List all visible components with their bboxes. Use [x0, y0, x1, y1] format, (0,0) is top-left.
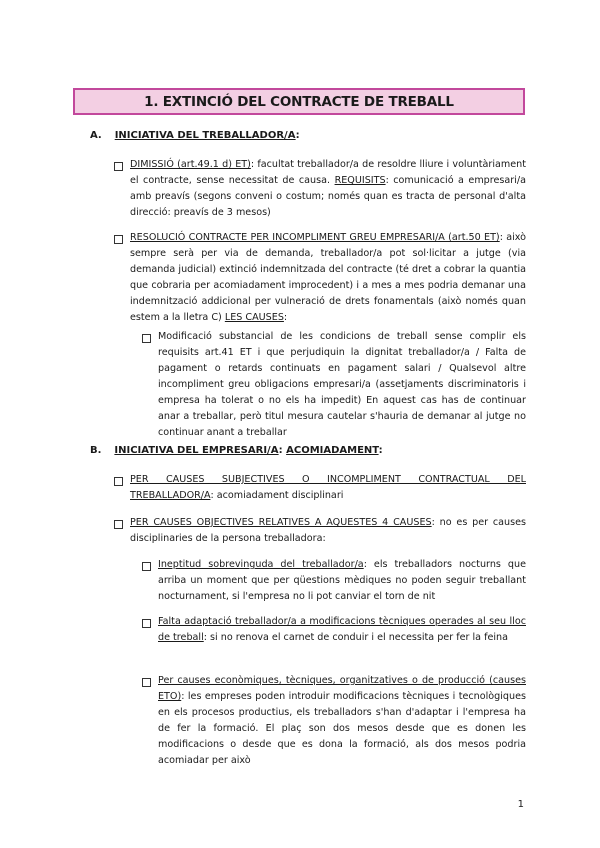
section-b-marker: B. [90, 445, 102, 456]
dimissio-requisits: REQUISITS [334, 175, 386, 186]
falta-term: Falta adaptació treballador/a a modificacions tècniques operades al seu lloc de treball [158, 616, 526, 643]
section-a-marker: A. [90, 130, 102, 141]
page-title: 1. EXTINCIÓ DEL CONTRACTE DE TREBALL [73, 88, 525, 115]
eto-checkbox[interactable] [142, 678, 151, 687]
section-b-suffix: : [378, 445, 383, 456]
objectives-term: PER CAUSES OBJECTIVES RELATIVES A AQUESTES 4 CAUSES [130, 517, 432, 528]
eto-text: : les empreses poden introduir modificacions tècniques i tecnològiques en els procesos productius, els treballadors s'han d'adaptar i l'empresa ha de fer la formació. El plaç son dos mesos desde que es donen les modificacions o desde que es dona la formació, als dos mesos podria acomiadar per això [158, 691, 526, 766]
dimissio-checkbox[interactable] [114, 162, 123, 171]
resolucio-checkbox[interactable] [114, 235, 123, 244]
resolucio-causes: LES CAUSES [224, 312, 284, 323]
section-b-heading [90, 445, 383, 456]
section-b-sep: : [278, 445, 287, 456]
ineptitud-term: Ineptitud sobrevinguda del treballador/a [158, 559, 364, 570]
subjectives-item [130, 472, 526, 504]
objectives-text: : no es per causes disciplinaries de la persona treballadora: [130, 517, 526, 544]
falta-checkbox[interactable] [142, 619, 151, 628]
resolucio-term: RESOLUCIÓ CONTRACTE PER INCOMPLIMENT GREU EMPRESARI/A (art.50 ET) [130, 232, 500, 243]
falta-item [158, 614, 526, 646]
resolucio-item [130, 230, 526, 326]
ineptitud-item [158, 557, 526, 605]
page-number: 1 [517, 799, 524, 810]
section-b-acomiadament: ACOMIADAMENT [286, 445, 379, 456]
eto-term: Per causes econòmiques, tècniques, organitzatives o de producció (causes ETO) [158, 675, 526, 702]
objectives-item [130, 515, 526, 547]
dimissio-text2: : comunicació a empresari/a amb preavís (segons conveni o costum; només quan es tracta de personal d'alta direcció: preavís de 3 mesos) [130, 175, 526, 218]
ineptitud-text: : els treballadors nocturns que arriba un moment que per qüestions mèdiques no poden seguir treballant nocturnament, si l'empresa no li pot canviar el torn de nit [158, 559, 526, 602]
eto-item [158, 673, 526, 769]
resolucio-text1: : això sempre serà per via de demanda, treballador/a pot sol·licitar a jutge (via demanda judicial) extinció indemnitzada del contracte (té dret a cobrar la quantia que cobraria per acomiadament improcedent) i a mes a mes podria demanar una indemnització addicional per vulneració de drets fonamentals (això només quan estem a la lletra C) [130, 232, 526, 323]
dimissio-text1: : facultat treballador/a de resoldre lliure i voluntàriament el contracte, sense necessitat de causa. [130, 159, 526, 186]
modificacio-checkbox[interactable] [142, 334, 151, 343]
subjectives-text: : acomiadament disciplinari [210, 490, 344, 501]
dimissio-item [130, 157, 526, 221]
resolucio-text2: : [283, 312, 288, 323]
dimissio-term: DIMISSIÓ (art.49.1 d) ET) [130, 159, 251, 170]
section-a-suffix: : [295, 130, 300, 141]
falta-text: : si no renova el carnet de conduir i el necessita per fer la feina [203, 632, 508, 643]
subjectives-term: PER CAUSES SUBJECTIVES O INCOMPLIMENT CONTRACTUAL DEL TREBALLADOR/A [130, 474, 526, 501]
ineptitud-checkbox[interactable] [142, 562, 151, 571]
modificacio-item [158, 329, 526, 441]
section-a-heading [90, 130, 300, 141]
subjectives-checkbox[interactable] [114, 477, 123, 486]
section-b-title: INICIATIVA DEL EMPRESARI/A [114, 445, 279, 456]
modificacio-text: Modificació substancial de les condicions de treball sense complir els requisits art.41 ET i que perjudiquin la dignitat treballador/a / Falta de pagament o retards continuats en pagament salari / Qualsevol altre incompliment greu obligacions empresari/a (assetjaments discriminatoris i empresa ha tolerat o no els ha impedit) En aquest cas has de continuar anar a treballar, però titul mesura cautelar s'hauria de demanar al jutge no continuar anant a treballar [158, 331, 526, 438]
objectives-checkbox[interactable] [114, 520, 123, 529]
section-a-title: INICIATIVA DEL TREBALLADOR/A [114, 130, 296, 141]
